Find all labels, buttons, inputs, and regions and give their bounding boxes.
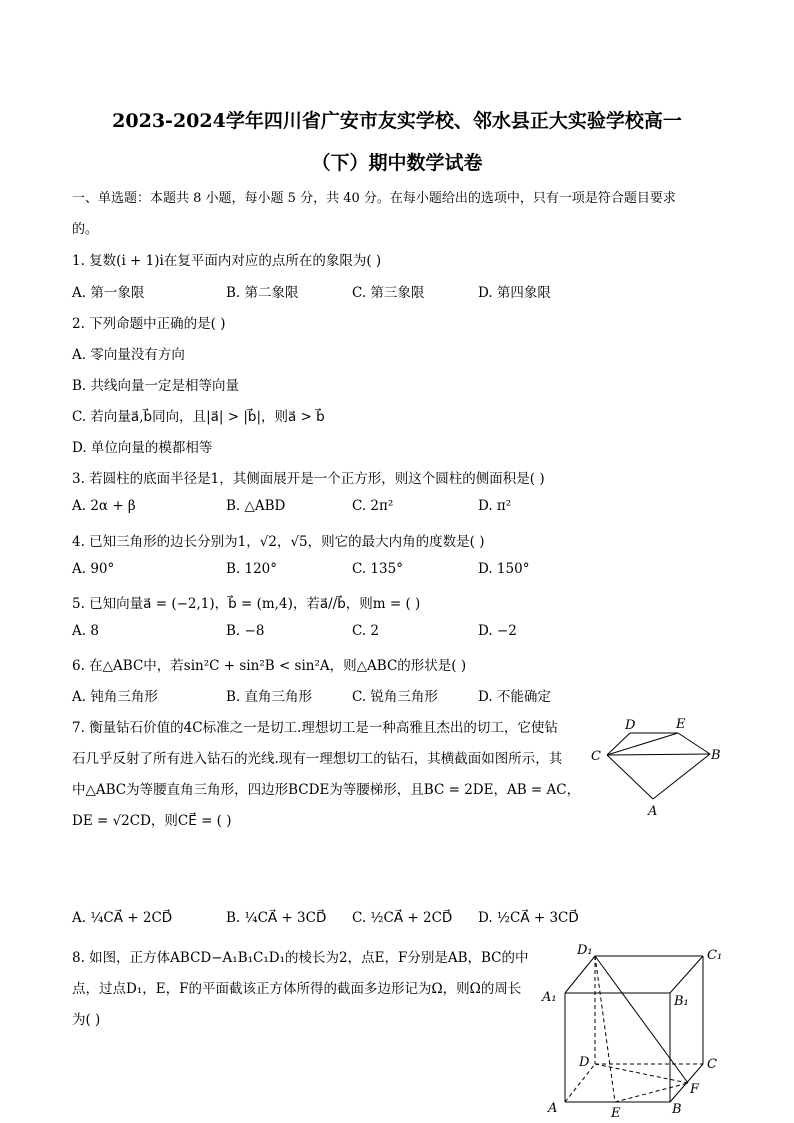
question-4-option-c: C. 135° — [352, 561, 403, 577]
question-4-option-b: B. 120° — [226, 561, 278, 577]
question-5-option-b: B. −8 — [226, 623, 265, 639]
exam-title-line2: （下）期中数学试卷 — [311, 152, 483, 174]
figure-q7-label-d: D — [625, 718, 636, 733]
question-2-option-a: A. 零向量没有方向 — [72, 347, 185, 363]
question-1-option-b: B. 第二象限 — [226, 285, 299, 301]
figure-q7-label-e: E — [676, 717, 686, 732]
question-3-option-b: B. △ABD — [226, 498, 286, 514]
figure-q8-label-d1: D₁ — [577, 943, 593, 958]
figure-q8-label-c1: C₁ — [707, 948, 723, 963]
question-1-option-d: D. 第四象限 — [478, 285, 551, 301]
question-7-option-c: C. ½CA⃗ + 2CD⃗ — [352, 910, 453, 926]
section-header-line1: 一、单选题：本题共 8 小题，每小题 5 分，共 40 分。在每小题给出的选项中，只有一项是符合题目要求 — [72, 191, 676, 206]
question-6-option-c: C. 锐角三角形 — [352, 689, 438, 705]
question-1-stem: 1. 复数(i + 1)i在复平面内对应的点所在的象限为( ) — [72, 253, 382, 269]
figure-q8-cube — [535, 940, 735, 1120]
question-5-stem: 5. 已知向量a⃗ = (−2,1)，b⃗ = (m,4)，若a⃗//b⃗，则m = ( ) — [72, 596, 421, 612]
question-3-option-d: D. π² — [478, 498, 512, 514]
question-5-option-c: C. 2 — [352, 623, 380, 639]
question-3-option-c: C. 2π² — [352, 498, 394, 514]
figure-q8-label-d: D — [579, 1055, 590, 1070]
question-6-option-b: B. 直角三角形 — [226, 689, 313, 705]
question-3-option-a: A. 2α + β — [72, 498, 136, 514]
question-6-option-a: A. 钝角三角形 — [72, 689, 158, 705]
question-4-option-d: D. 150° — [478, 561, 530, 577]
question-6-option-d: D. 不能确定 — [478, 689, 551, 705]
figure-q7-label-c: C — [591, 749, 601, 764]
question-7-stem-line1: 7. 衡量钻石价值的4C标准之一是切工.理想切工是一种高雅且杰出的切工，它使钻 — [72, 720, 558, 736]
figure-q7-diamond-cross-section — [585, 712, 725, 822]
figure-q8-label-c: C — [707, 1057, 717, 1072]
question-7-stem-line4: DE = √2CD，则CE⃗ = ( ) — [72, 813, 232, 829]
question-5-option-a: A. 8 — [72, 623, 99, 639]
section-header-line2: 的。 — [72, 222, 99, 237]
figure-q8-label-a1: A₁ — [542, 990, 557, 1005]
question-8-stem-line1: 8. 如图，正方体ABCD−A₁B₁C₁D₁的棱长为2，点E，F分别是AB，BC的中 — [72, 950, 529, 966]
figure-q8-label-e: E — [611, 1106, 621, 1120]
question-7-option-a: A. ¼CA⃗ + 2CD⃗ — [72, 910, 173, 926]
question-8-stem-line2: 点，过点D₁，E，F的平面截该正方体所得的截面多边形记为Ω，则Ω的周长 — [72, 981, 522, 997]
question-2-option-b: B. 共线向量一定是相等向量 — [72, 378, 240, 394]
question-8-stem-line3: 为( ) — [72, 1012, 101, 1028]
question-1-option-a: A. 第一象限 — [72, 285, 145, 301]
figure-q7-label-a: A — [648, 804, 658, 819]
question-6-stem: 6. 在△ABC中，若sin²C + sin²B < sin²A，则△ABC的形状是( ) — [72, 658, 467, 674]
figure-q8-label-a: A — [548, 1101, 558, 1116]
question-4-stem: 4. 已知三角形的边长分别为1，√2，√5，则它的最大内角的度数是( ) — [72, 534, 485, 550]
question-7-option-d: D. ½CA⃗ + 3CD⃗ — [478, 910, 579, 926]
question-2-option-c: C. 若向量a⃗,b⃗同向，且|a⃗| > |b⃗|，则a⃗ > b⃗ — [72, 409, 325, 425]
question-7-option-b: B. ¼CA⃗ + 3CD⃗ — [226, 910, 327, 926]
figure-q8-label-b: B — [672, 1102, 682, 1117]
figure-q8-label-b1: B₁ — [674, 994, 689, 1009]
figure-q7-label-b: B — [711, 748, 721, 763]
question-3-stem: 3. 若圆柱的底面半径是1，其侧面展开是一个正方形，则这个圆柱的侧面积是( ) — [72, 471, 545, 487]
exam-title-line1: 2023-2024学年四川省广安市友实学校、邻水县正大实验学校高一 — [112, 110, 682, 132]
question-1-option-c: C. 第三象限 — [352, 285, 425, 301]
question-7-stem-line3: 中△ABC为等腰直角三角形，四边形BCDE为等腰梯形，且BC = 2DE，AB = AC， — [72, 782, 581, 798]
question-2-option-d: D. 单位向量的模都相等 — [72, 440, 213, 456]
question-4-option-a: A. 90° — [72, 561, 115, 577]
question-5-option-d: D. −2 — [478, 623, 517, 639]
question-7-stem-line2: 石几乎反射了所有进入钻石的光线.现有一理想切工的钻石，其横截面如图所示，其 — [72, 751, 563, 767]
figure-q8-label-f: F — [690, 1082, 700, 1097]
question-2-stem: 2. 下列命题中正确的是( ) — [72, 316, 226, 332]
